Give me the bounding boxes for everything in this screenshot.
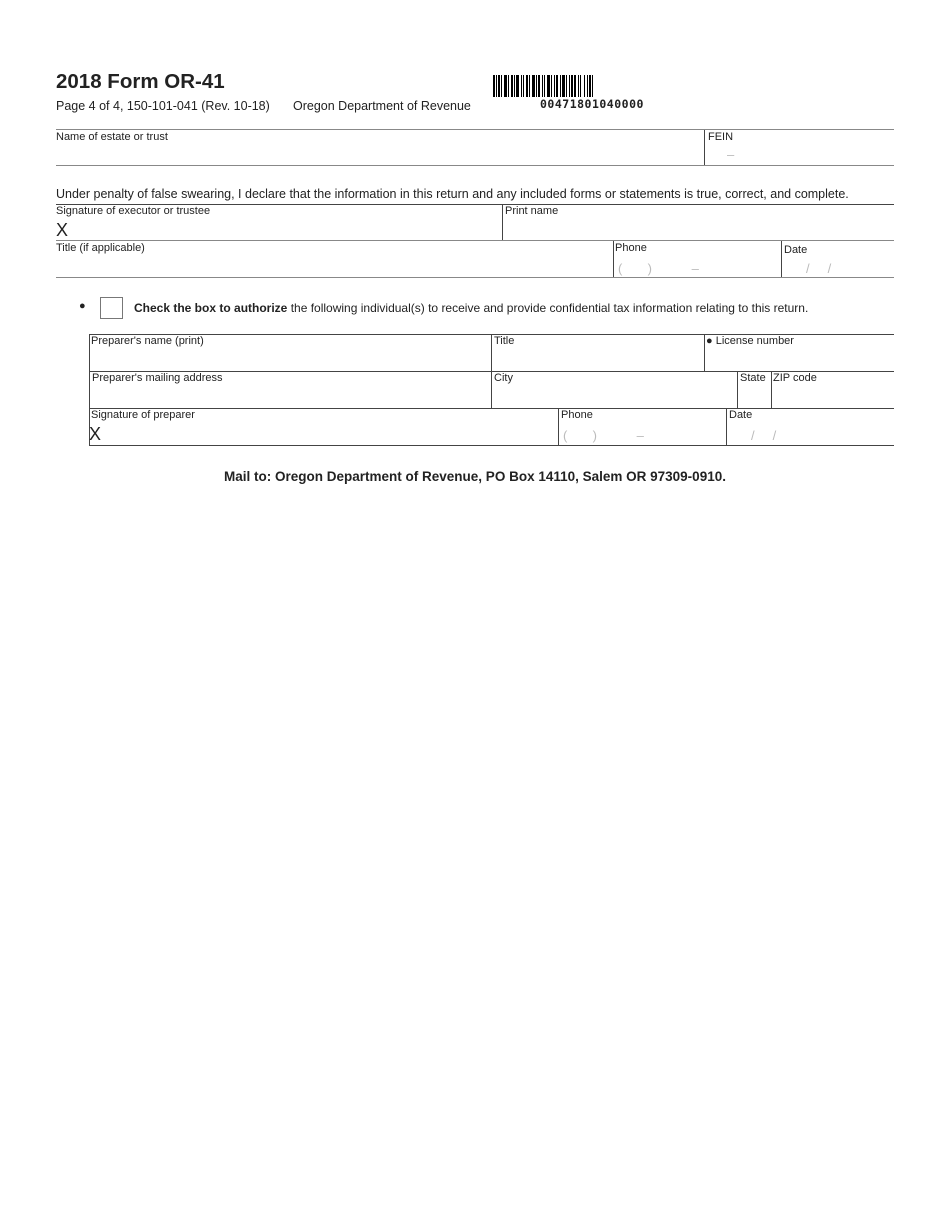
title-field[interactable] <box>56 256 606 276</box>
authorize-checkbox[interactable] <box>100 297 123 319</box>
divider <box>491 334 492 408</box>
barcode-bar <box>593 75 595 97</box>
state-label: State <box>740 372 766 384</box>
divider <box>726 408 727 445</box>
divider <box>89 445 894 446</box>
fein-field[interactable] <box>708 144 893 164</box>
preparer-phone-field[interactable]: ( ) – <box>563 428 644 443</box>
divider <box>56 277 894 278</box>
divider <box>613 241 614 278</box>
divider <box>704 130 705 166</box>
estate-name-field[interactable] <box>56 144 701 164</box>
bullet-icon: ● <box>79 300 86 312</box>
mail-to-address: Mail to: Oregon Department of Revenue, PO Box 14110, Salem OR 97309-0910. <box>224 469 726 484</box>
preparer-date-label: Date <box>729 409 753 421</box>
license-number-label: ● License number <box>706 335 794 347</box>
zip-field[interactable] <box>773 385 891 405</box>
authorize-rest: the following individual(s) to receive and provide confidential tax information relating to this return. <box>287 301 809 315</box>
fein-dash: – <box>727 147 735 162</box>
divider <box>704 334 705 371</box>
authorize-bold: Check the box to authorize <box>134 301 288 315</box>
authorize-text <box>134 301 808 315</box>
date-label: Date <box>784 244 808 256</box>
preparer-phone-label: Phone <box>561 409 593 421</box>
license-number-field[interactable] <box>706 348 891 368</box>
preparer-name-label: Preparer's name (print) <box>91 335 204 347</box>
divider <box>771 371 772 408</box>
preparer-signature-field[interactable]: X <box>89 424 102 444</box>
mailing-address-field[interactable] <box>91 385 486 405</box>
divider <box>56 240 894 241</box>
agency-name: Oregon Department of Revenue <box>293 99 471 113</box>
phone-field[interactable]: ( ) – <box>618 261 699 276</box>
divider <box>502 204 503 241</box>
divider <box>56 165 894 166</box>
page-info: Page 4 of 4, 150-101-041 (Rev. 10-18) <box>56 99 270 113</box>
preparer-date-field[interactable]: / / <box>751 428 777 443</box>
fein-label: FEIN <box>708 131 734 143</box>
divider <box>558 408 559 445</box>
date-field[interactable]: / / <box>806 261 832 276</box>
mailing-address-label: Preparer's mailing address <box>92 372 223 384</box>
declaration-text: Under penalty of false swearing, I declare that the information in this return and any included forms or statements is true, correct, and complete. <box>56 187 849 201</box>
zip-label: ZIP code <box>773 372 817 384</box>
divider <box>781 241 782 278</box>
city-label: City <box>494 372 513 384</box>
form-title: 2018 Form OR-41 <box>56 70 225 93</box>
print-name-field[interactable] <box>505 218 890 238</box>
barcode <box>493 75 704 97</box>
preparer-name-field[interactable] <box>91 348 486 368</box>
preparer-title-field[interactable] <box>494 348 699 368</box>
divider <box>737 371 738 408</box>
divider <box>89 408 894 409</box>
divider <box>56 129 894 130</box>
print-name-label: Print name <box>505 205 559 217</box>
state-field[interactable] <box>739 385 769 405</box>
title-label: Title (if applicable) <box>56 242 145 254</box>
preparer-title-label: Title <box>494 335 515 347</box>
estate-name-label: Name of estate or trust <box>56 131 168 143</box>
barcode-number: 00471801040000 <box>540 97 644 111</box>
preparer-signature-label: Signature of preparer <box>91 409 195 421</box>
signature-label: Signature of executor or trustee <box>56 205 211 217</box>
city-field[interactable] <box>494 385 732 405</box>
signature-field[interactable]: X <box>56 220 69 240</box>
phone-label: Phone <box>615 242 647 254</box>
